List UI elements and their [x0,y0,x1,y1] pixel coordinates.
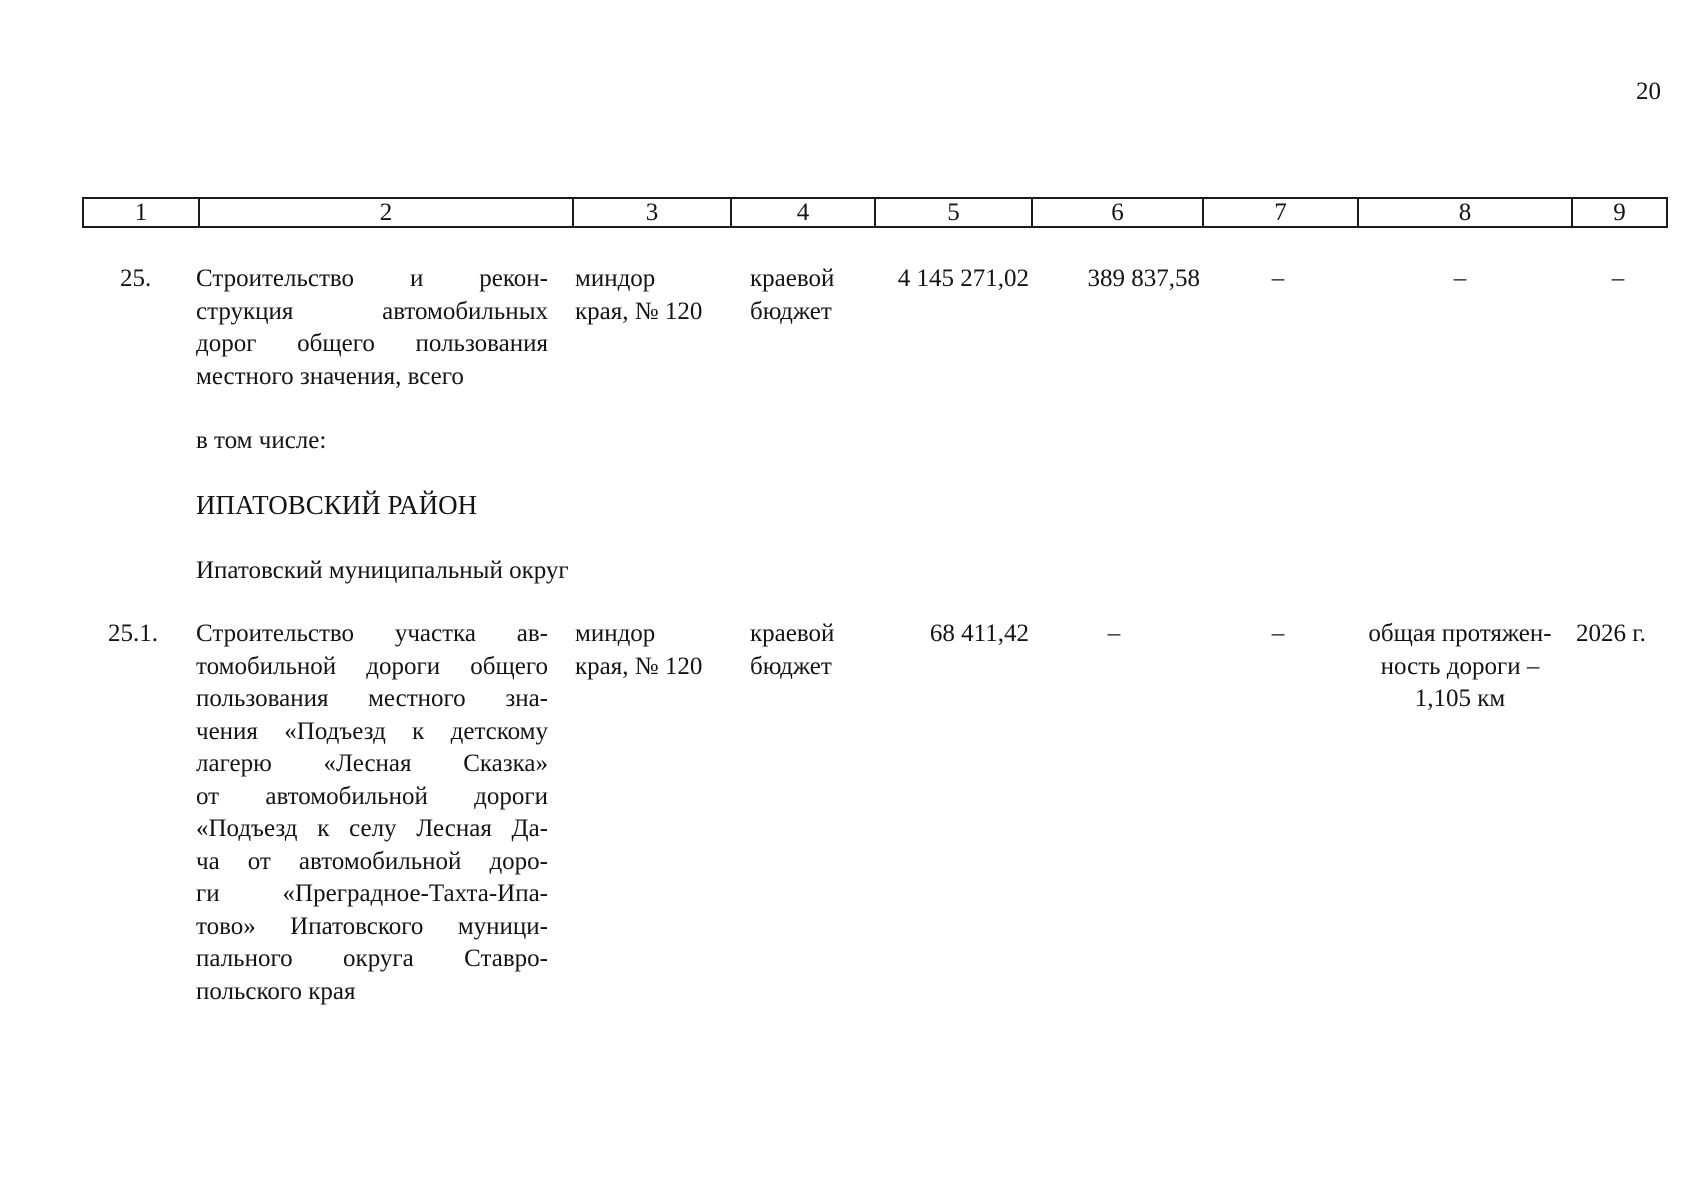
header-col-9: 9 [1571,199,1666,226]
description-line: ги «Преградное-Тахта-Ипа- [196,880,548,907]
district-heading: ИПАТОВСКИЙ РАЙОН [196,490,478,520]
description-line: Строительство участка ав- [196,620,548,647]
row-funding-source [750,618,834,683]
row-number: 25.1. [108,620,158,647]
header-col-8: 8 [1357,199,1571,226]
row-executor [575,263,702,328]
page-number: 20 [1636,78,1661,105]
row-col6-value: 389 837,58 [1087,265,1200,292]
executor-line: края, № 120 [575,652,703,680]
header-col-4: 4 [730,199,874,226]
row-description [196,618,548,1008]
row-col8-value [1348,618,1572,716]
header-col-6: 6 [1031,199,1202,226]
source-line: краевой [750,265,835,292]
description-line: местного значения, всего [196,362,464,390]
description-line: от автомобильной дороги [196,782,548,810]
row-col5-value: 68 411,42 [929,620,1029,647]
municipality-label: Ипатовский муниципальный округ [196,557,569,584]
source-line: бюджет [750,652,832,680]
row-col6-value: – [1107,620,1121,647]
description-line: томобильной дороги общего [196,652,548,680]
description-line: пального округа Ставро- [196,945,548,972]
header-col-2: 2 [198,199,572,226]
col8-line: общая протяжен- [1368,620,1552,647]
row-col8-value: – [1453,265,1467,292]
row-funding-source [750,263,834,328]
description-line: польского края [196,977,356,1005]
header-col-1: 1 [134,199,148,226]
including-label: в том числе: [196,427,327,454]
description-line: Строительство и рекон- [196,265,548,292]
table-header-row [82,197,1668,228]
executor-line: края, № 120 [575,297,703,325]
description-line: дорог общего пользования [196,330,548,357]
row-description [196,263,548,393]
executor-line: миндор [575,620,656,647]
source-line: краевой [750,620,835,647]
row-col9-value: 2026 г. [1576,620,1646,647]
row-executor [575,618,702,683]
header-col-7: 7 [1202,199,1357,226]
executor-line: миндор [575,265,656,292]
col8-line: 1,105 км [1414,685,1506,712]
header-col-3: 3 [572,199,730,226]
source-line: бюджет [750,297,832,325]
description-line: ча от автомобильной доро- [196,847,548,875]
row-col7-value: – [1271,265,1285,292]
col8-line: ность дороги – [1380,652,1540,680]
row-col9-value: – [1611,265,1625,292]
description-line: пользования местного зна- [196,685,548,712]
description-line: лагерю «Лесная Сказка» [196,750,548,777]
header-col-5: 5 [874,199,1031,226]
description-line: чения «Подъезд к детскому [196,717,548,745]
row-col5-value: 4 145 271,02 [897,265,1029,292]
description-line: «Подъезд к селу Лесная Да- [196,815,548,842]
row-col7-value: – [1271,620,1285,647]
description-line: струкция автомобильных [196,297,548,325]
description-line: тово» Ипатовского муници- [196,912,548,940]
row-number: 25. [120,265,152,292]
